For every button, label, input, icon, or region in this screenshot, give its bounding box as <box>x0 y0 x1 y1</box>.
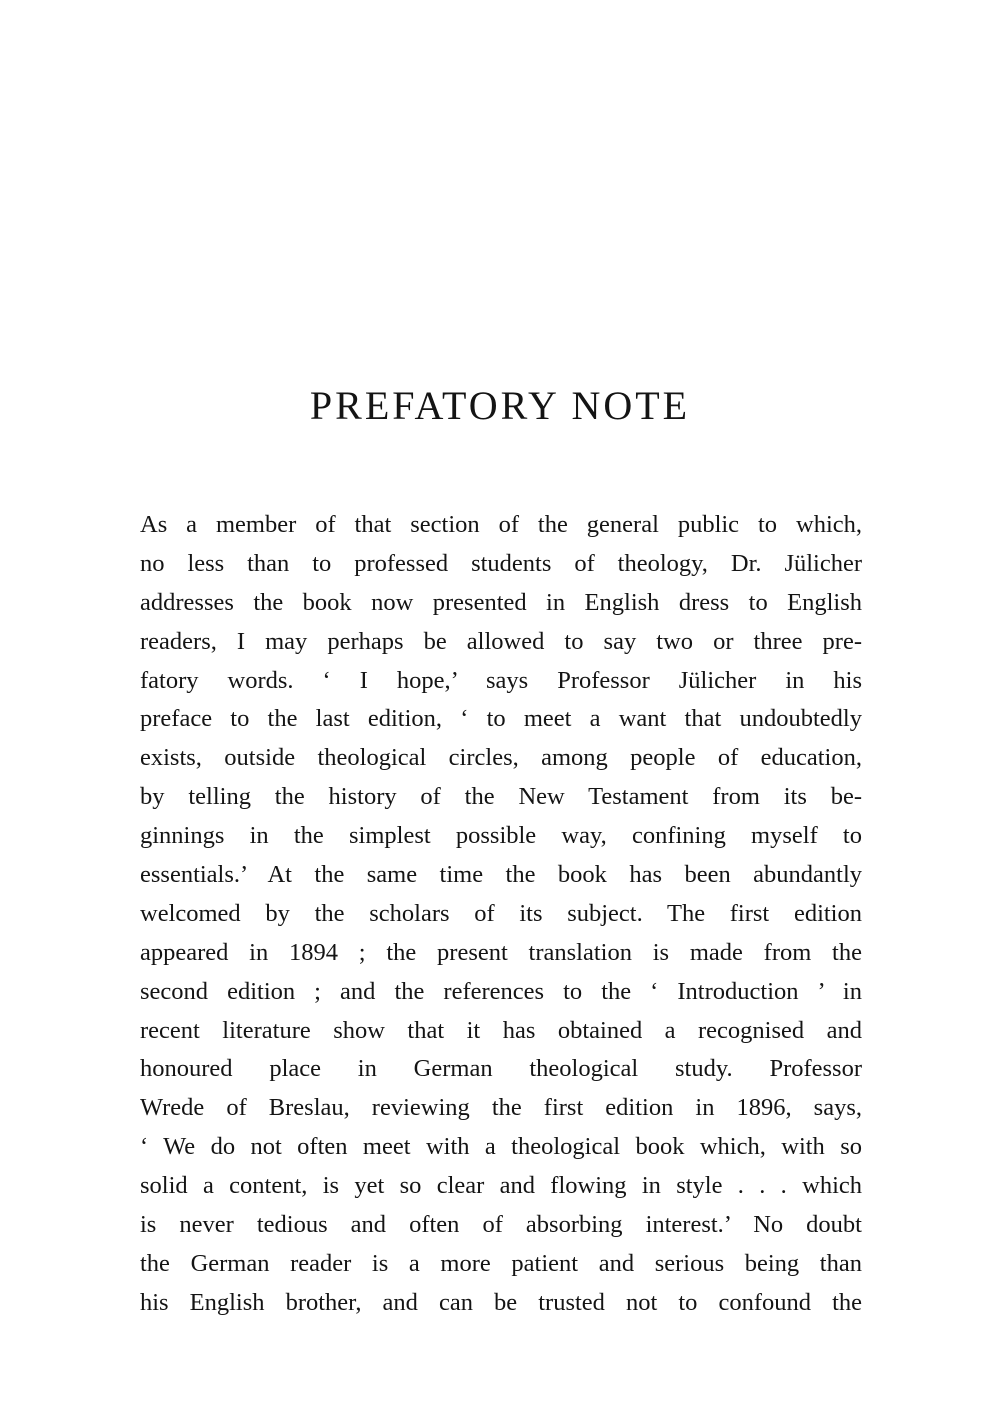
text-line: exists, outside theological circles, among people of education, <box>140 744 862 772</box>
text-line: recent literature show that it has obtained a recognised and <box>140 1016 862 1044</box>
text-line: by telling the history of the New Testament from its be- <box>140 783 862 811</box>
text-line: Wrede of Breslau, reviewing the first edition in 1896, says, <box>140 1094 862 1122</box>
text-line: solid a content, is yet so clear and flowing in style . . . which <box>140 1172 862 1200</box>
text-line: fatory words. ‘ I hope,’ says Professor Jülicher in his <box>140 666 862 694</box>
body-text <box>140 506 862 1323</box>
text-line: readers, I may perhaps be allowed to say two or three pre- <box>140 627 862 655</box>
text-line: welcomed by the scholars of its subject. The first edition <box>140 899 862 927</box>
text-line: As a member of that section of the general public to which, <box>140 511 862 538</box>
text-line: is never tedious and often of absorbing interest.’ No doubt <box>140 1211 862 1239</box>
text-line: addresses the book now presented in English dress to English <box>140 588 862 616</box>
text-line: preface to the last edition, ‘ to meet a want that undoubtedly <box>140 705 862 733</box>
text-line: ginnings in the simplest possible way, confining myself to <box>140 822 862 850</box>
text-line: honoured place in German theological study. Professor <box>140 1055 862 1083</box>
text-line: his English brother, and can be trusted not to confound the <box>140 1288 862 1316</box>
text-line: ‘ We do not often meet with a theological book which, with so <box>140 1133 862 1161</box>
text-line: the German reader is a more patient and serious being than <box>140 1249 862 1277</box>
text-line: second edition ; and the references to the ‘ Introduction ’ in <box>140 977 862 1005</box>
text-line: essentials.’ At the same time the book has been abundantly <box>140 861 862 889</box>
text-line: appeared in 1894 ; the present translation is made from the <box>140 938 862 966</box>
page-title: PREFATORY NOTE <box>309 383 691 428</box>
text-line: no less than to professed students of theology, Dr. Jülicher <box>140 549 862 577</box>
